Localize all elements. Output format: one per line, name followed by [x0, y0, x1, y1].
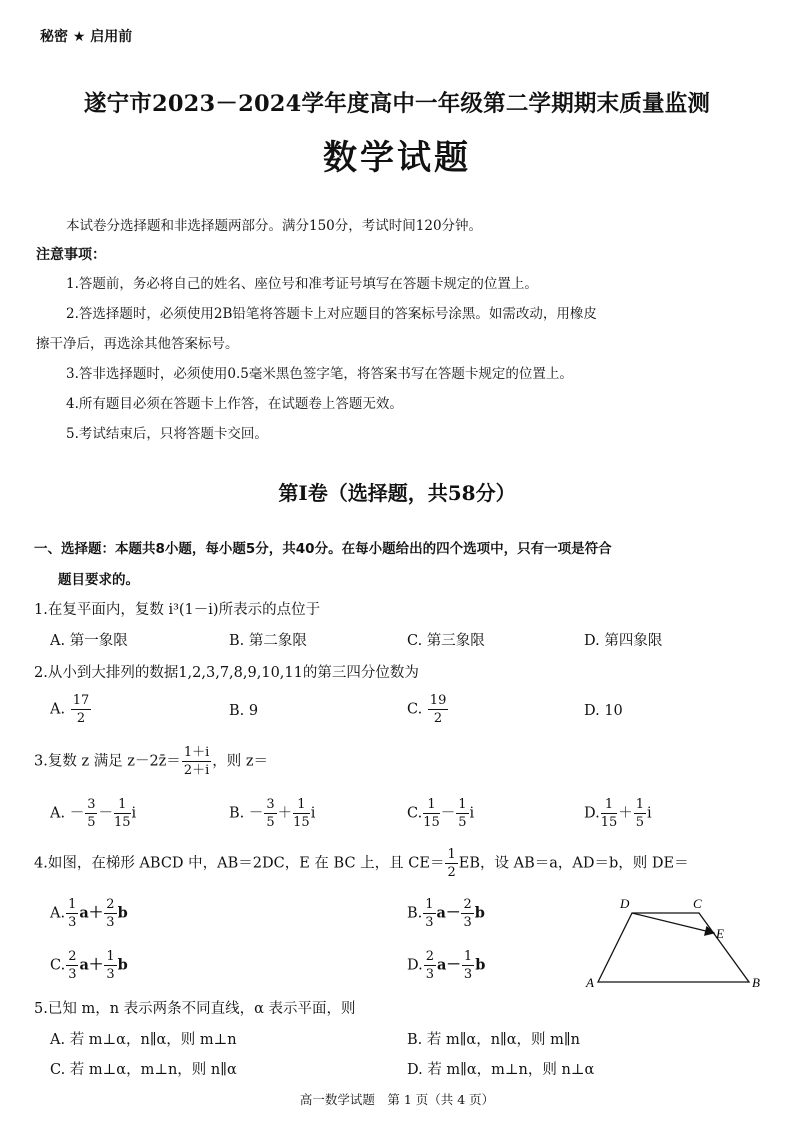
numerator: 2	[425, 949, 434, 964]
denominator: 2	[433, 711, 443, 726]
part-title: 第Ⅰ卷（选择题，共58分）	[278, 481, 516, 505]
denominator: 15	[293, 815, 310, 830]
term: a＋	[79, 956, 104, 974]
vertex-label-e: E	[716, 926, 724, 941]
note-item: 1.答题前，务必将自己的姓名、座位号和准考证号填写在答题卡规定的位置上。	[66, 276, 538, 292]
fraction	[601, 798, 618, 829]
section-heading: 一、选择题：本题共8小题，每小题5分，共40分。在每小题给出的四个选项中，只有一项是符合	[34, 541, 612, 557]
denominator: 5	[266, 815, 275, 830]
option-label: D.	[584, 805, 600, 822]
operator: ＋	[618, 805, 633, 822]
option-c: C. 若 m⊥α，m⊥n，则 n∥α	[50, 1062, 237, 1078]
imag-unit: i	[647, 805, 652, 822]
term: b	[474, 904, 485, 922]
option-c	[407, 694, 449, 725]
denominator: 5	[87, 815, 96, 830]
option-label: C.	[407, 805, 423, 822]
numerator: 1	[635, 797, 645, 812]
secret-mark: 秘密 ★ 启用前	[40, 29, 133, 45]
denominator: 3	[106, 967, 115, 982]
option-c: C. 第三象限	[407, 633, 485, 649]
denominator: 3	[106, 915, 115, 930]
option-label: D.	[407, 957, 423, 974]
numerator: 1	[458, 797, 467, 812]
numerator: 1	[601, 798, 618, 814]
fraction	[104, 950, 116, 981]
note-item: 2.答选择题时，必须使用2B铅笔将答题卡上对应题目的答案标号涂黑。如需改动，用橡皮	[66, 306, 597, 322]
option-label: C.	[50, 957, 66, 974]
operator: ＋	[277, 805, 293, 822]
option-label: A.	[50, 905, 66, 922]
term: b	[475, 956, 486, 974]
stem-text: ，则 z＝	[212, 753, 268, 770]
term: a－	[436, 904, 461, 922]
fraction	[182, 746, 211, 777]
numerator: 3	[266, 797, 275, 812]
denominator: 3	[463, 967, 473, 982]
question-stem: 2.从小到大排列的数据1,2,3,7,8,9,10,11的第三四分位数为	[34, 665, 419, 681]
trapezoid-figure	[584, 892, 774, 992]
vertex-label-b: B	[752, 975, 760, 990]
section-heading-cont: 题目要求的。	[58, 572, 139, 588]
operator: －	[98, 805, 113, 822]
fraction	[428, 694, 449, 725]
fraction	[114, 798, 131, 829]
question-stem	[34, 746, 268, 777]
denominator: 2	[76, 711, 86, 726]
denominator: 3	[425, 915, 434, 930]
term: a－	[437, 956, 461, 974]
fraction	[264, 798, 276, 829]
denominator: 15	[600, 815, 618, 830]
imag-unit: i	[131, 805, 137, 822]
fraction	[445, 848, 457, 879]
denominator: 3	[463, 915, 472, 930]
numerator: 1	[114, 798, 131, 814]
fraction	[424, 950, 436, 981]
option-a	[50, 694, 92, 725]
denominator: 15	[423, 815, 440, 830]
option-a: A. 第一象限	[50, 633, 128, 649]
fraction	[71, 694, 92, 725]
option-label: A.	[50, 701, 66, 718]
denominator: 5	[458, 815, 467, 830]
numerator: 17	[72, 693, 90, 708]
note-item: 3.答非选择题时，必须使用0.5毫米黑色签字笔，将答案书写在答题卡规定的位置上。	[66, 366, 573, 382]
fraction	[634, 798, 646, 829]
numerator: 1	[293, 798, 310, 814]
option-d	[584, 798, 652, 829]
option-label: C.	[407, 701, 423, 718]
option-d: D. 若 m∥α，m⊥n，则 n⊥α	[407, 1062, 595, 1078]
note-item: 5.考试结束后，只将答题卡交回。	[66, 426, 268, 442]
numerator: 1	[68, 897, 77, 912]
option-b: B. 若 m∥α，n∥α，则 m∥n	[407, 1032, 580, 1048]
option-b: B. 第二象限	[229, 633, 307, 649]
question-stem: 5.已知 m，n 表示两条不同直线，α 表示平面，则	[34, 1001, 356, 1017]
exam-intro: 本试卷分选择题和非选择题两部分。满分150分，考试时间120分钟。	[66, 218, 483, 234]
question-stem: 1.在复平面内，复数 i³(1－i)所表示的点位于	[34, 602, 321, 618]
denominator: 3	[425, 967, 434, 982]
imag-unit: i	[469, 805, 475, 822]
option-label: B.	[407, 905, 423, 922]
denominator: 3	[68, 967, 77, 982]
numerator: 2	[106, 897, 115, 912]
fraction	[85, 798, 97, 829]
notes-title: 注意事项：	[36, 247, 106, 263]
denominator: 3	[68, 915, 77, 930]
term: a＋	[79, 904, 104, 922]
option-c	[50, 950, 128, 981]
fraction	[462, 950, 474, 981]
option-a: A. 若 m⊥α，n∥α，则 m⊥n	[50, 1032, 237, 1048]
stem-text: 4.如图，在梯形 ABCD 中，AB＝2DC，E 在 BC 上，且 CE＝	[34, 855, 445, 872]
numerator: 3	[87, 797, 96, 812]
option-b: B. 9	[229, 703, 259, 719]
fraction	[293, 798, 310, 829]
note-item: 4.所有题目必须在答题卡上作答，在试题卷上答题无效。	[66, 396, 403, 412]
question-stem	[34, 848, 689, 879]
operator: －	[440, 805, 456, 822]
numerator: 2	[68, 949, 77, 964]
option-label: B. －	[229, 805, 264, 822]
option-d: D. 10	[584, 703, 623, 719]
fraction	[66, 898, 78, 929]
option-b	[229, 798, 315, 829]
fraction	[423, 898, 435, 929]
numerator: 2	[463, 897, 472, 912]
vertex-label-d: D	[620, 896, 630, 911]
denominator: 5	[635, 815, 645, 830]
page-footer: 高一数学试题 第 1 页（共 4 页）	[299, 1092, 495, 1107]
vertex-label-c: C	[693, 896, 702, 911]
vertex-label-a: A	[586, 975, 594, 990]
denominator: 2＋i	[183, 763, 210, 778]
numerator: 1	[447, 847, 456, 862]
note-item: 擦干净后，再选涂其他答案标号。	[36, 336, 239, 352]
fraction	[104, 898, 116, 929]
option-c	[407, 798, 474, 829]
numerator: 1＋i	[183, 745, 210, 760]
fraction	[461, 898, 473, 929]
imag-unit: i	[310, 805, 316, 822]
numerator: 1	[425, 897, 434, 912]
numerator: 19	[429, 693, 447, 708]
denominator: 2	[447, 865, 456, 880]
option-d	[407, 950, 485, 981]
numerator: 1	[423, 798, 440, 814]
option-a	[50, 798, 136, 829]
option-b	[407, 898, 485, 929]
numerator: 1	[463, 949, 473, 964]
subject-title: 数学试题	[323, 138, 471, 178]
option-a	[50, 898, 128, 929]
fraction	[66, 950, 78, 981]
term: b	[117, 956, 128, 974]
term: b	[117, 904, 128, 922]
denominator: 15	[113, 815, 131, 830]
option-d: D. 第四象限	[584, 633, 663, 649]
stem-text: 3.复数 z 满足 z－2z̄＝	[34, 753, 181, 770]
fraction	[456, 798, 468, 829]
option-label: A. －	[50, 805, 85, 822]
exam-title: 遂宁市2023－2024学年度高中一年级第二学期期末质量监测	[83, 91, 711, 117]
numerator: 1	[106, 949, 115, 964]
fraction	[423, 798, 440, 829]
stem-text: EB，设 AB＝a，AD＝b，则 DE＝	[458, 855, 689, 872]
